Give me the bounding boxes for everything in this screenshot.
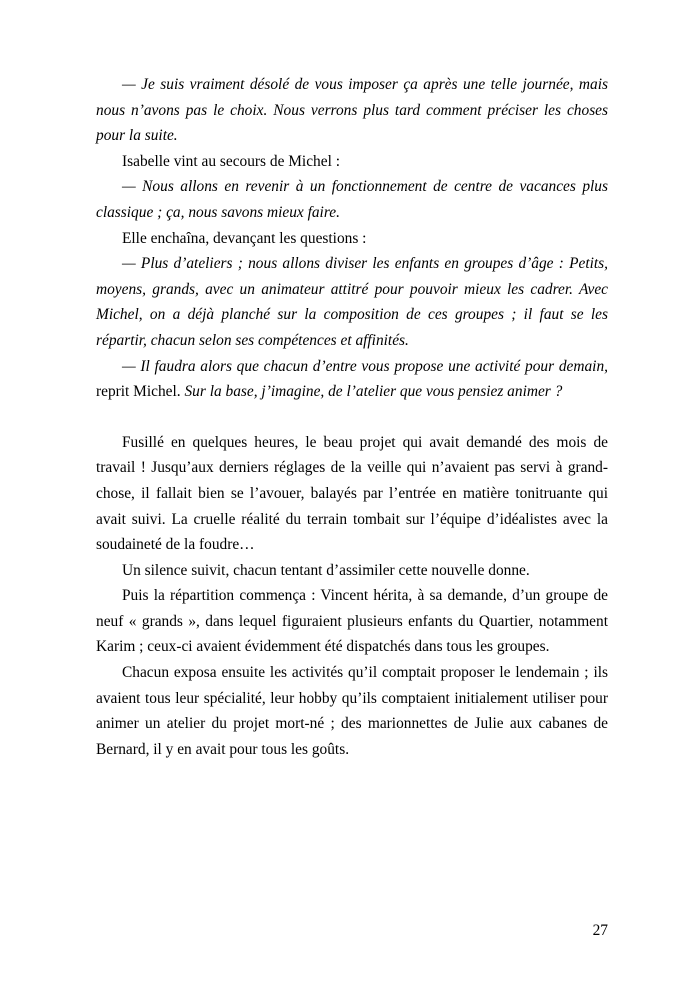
paragraph-dialogue-groupes-age: — Plus d’ateliers ; nous allons diviser les enfants en groupes d’âge : Petits, moyens, grands, avec un animateur attitré pour pouvoir mieux les cadrer. Avec Michel, on a déjà planché sur la composition de ces groupes ; il faut se les répartir, chacun selon ses compétences et affinités. [96,255,608,349]
run-roman-1: reprit Michel. [96,383,185,401]
page-number: 27 [592,921,608,939]
paragraph-spacer [96,405,608,430]
paragraph-isabelle-intervention: Isabelle vint au secours de Michel : [122,152,340,170]
page-text-body [96,72,608,762]
paragraph-fusille-en-quelques-heures: Fusillé en quelques heures, le beau projet qui avait demandé des mois de travail ! Jusqu’aux derniers réglages de la veille qui n’avaient pas servi à grand-chose, il fallait bien se l’avouer, balayés par l’entrée en matière tonitruante qui avait suivi. La cruelle réalité du terrain tombait sur l’équipe d’idéalistes avec la soudaineté de la foudre… [96,433,608,554]
paragraph-elle-enchaina: Elle enchaîna, devançant les questions : [122,229,367,247]
paragraph-dialogue-activite-demain [96,354,608,405]
paragraph-un-silence-suivit: Un silence suivit, chacun tentant d’assimiler cette nouvelle donne. [122,561,530,579]
paragraph-dialogue-isabelle-classique: — Nous allons en revenir à un fonctionnement de centre de vacances plus classique ; ça, nous savons mieux faire. [96,178,608,221]
paragraph-repartition: Puis la répartition commença : Vincent hérita, à sa demande, d’un groupe de neuf « grands », dans lequel figuraient plusieurs enfants du Quartier, notamment Karim ; ceux-ci avaient évidemment été dispatchés dans tous les groupes. [96,587,608,656]
run-italic-2: Sur la base, j’imagine, de l’atelier que vous pensiez animer ? [184,383,563,401]
run-italic-1: — Il faudra alors que chacun d’entre vous propose une activité pour demain, [122,357,608,375]
paragraph-dialogue-michel-apology: — Je suis vraiment désolé de vous imposer ça après une telle journée, mais nous n’avons pas le choix. Nous verrons plus tard comment préciser les choses pour la suite. [96,76,608,145]
paragraph-chacun-exposa: Chacun exposa ensuite les activités qu’il comptait proposer le lendemain ; ils avaient tous leur spécialité, leur hobby qu’ils comptaient initialement utiliser pour animer un atelier du projet mort-né ; des marionnettes de Julie aux cabanes de Bernard, il y en avait pour tous les goûts. [96,664,608,758]
